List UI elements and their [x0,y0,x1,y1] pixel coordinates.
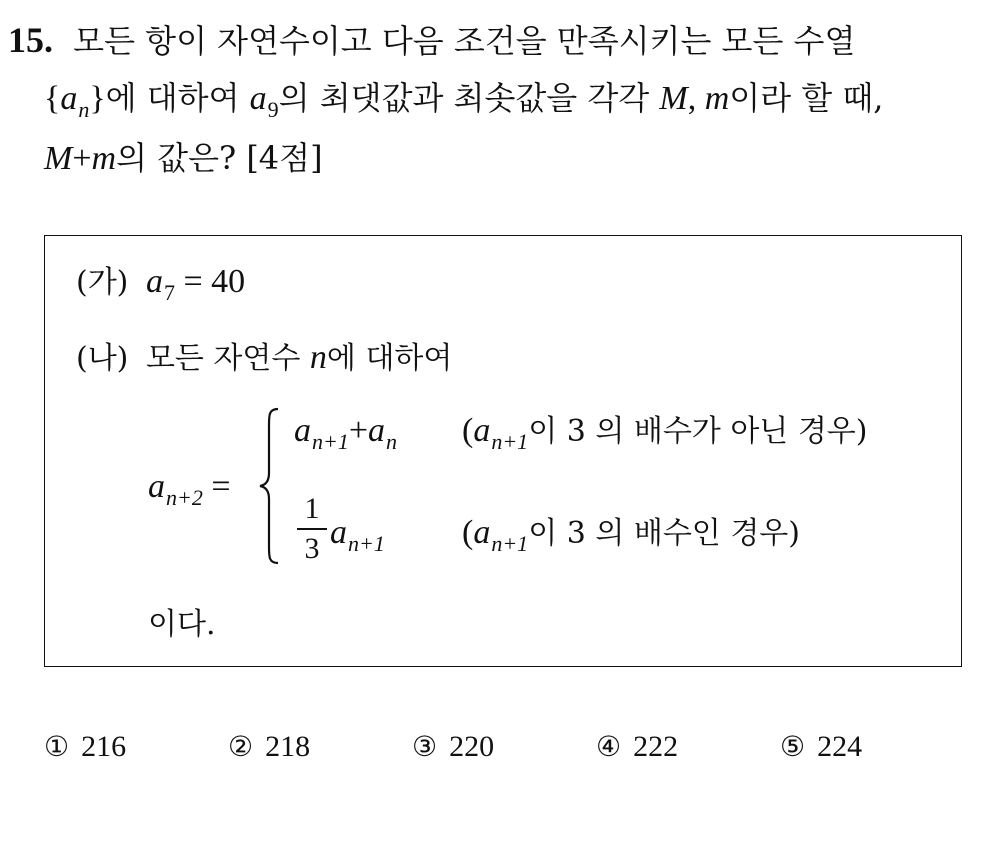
case1-cond-text: 이 3 의 배수가 아닌 경우) [528,414,868,449]
a7-var: a [145,263,163,300]
case1-sub1: n+1 [312,429,349,454]
condition-na [76,341,452,375]
choice-5[interactable] [780,730,862,764]
min-var: m [704,80,730,117]
recurrence-case-1 [294,412,398,454]
choice-4-mark: ④ [596,730,622,763]
a9-sub [268,97,279,122]
lhs-var: a [148,468,165,505]
condition-ending [148,607,216,642]
question-line-3 [44,139,323,177]
condition-ending-text: 이다. [148,607,216,642]
case2-sub: n+1 [348,531,385,556]
case1-var2: a [368,412,386,449]
choice-4-value: 222 [633,730,679,763]
a7-sub [164,280,175,305]
case2-condition [462,514,800,556]
piecewise-brace-icon [258,407,280,565]
case2-var: a [330,514,347,551]
recurrence-case-2 [330,514,385,556]
question-text-2a: 에 대하여 [105,79,250,117]
question-line-1 [8,22,855,58]
sum-M: M [44,140,73,177]
fraction-denominator: 3 [304,532,320,565]
choice-3[interactable] [412,730,494,764]
sequence-sub: n [78,97,90,122]
choice-5-value: 224 [817,730,863,763]
n-var: n [309,339,327,376]
a7-sub-digit: 7 [163,280,175,305]
max-var: M [659,80,688,117]
question-number: 15. [8,20,53,60]
condition-ga-label: (가) [76,265,129,300]
plus-sign: + [72,140,92,177]
choice-5-mark: ⑤ [780,730,806,763]
fraction-bar [297,528,327,530]
case1-sub2: n [386,429,398,454]
case1-cond-sub: n+1 [491,429,529,454]
question-text-2c: 이라 할 때, [729,79,884,117]
case1-plus: + [348,412,369,449]
condition-na-label: (나) [76,341,129,376]
choice-1-value: 216 [81,730,127,763]
choice-3-value: 220 [449,730,495,763]
case1-var1: a [294,412,311,449]
lhs-sub: n+2 [166,485,203,510]
fraction-one-third [297,494,327,564]
case2-cond-var: a [473,514,491,551]
sequence-open-brace: { [44,80,61,117]
condition-na-text-a: 모든 자연수 [145,341,310,376]
choice-1[interactable] [44,730,126,764]
a7-equals: = 40 [174,263,246,300]
comma: , [687,80,705,117]
case1-cond-open: ( [462,412,474,449]
sequence-close-brace: } [89,80,106,117]
condition-na-text-b: 에 대하여 [326,341,453,376]
condition-ga [76,263,246,305]
sum-m: m [91,140,117,177]
question-text-3: 의 값은? [4점] [116,139,323,177]
a9-var: a [249,80,267,117]
question-text-2b: 의 최댓값과 최솟값을 각각 [278,79,660,117]
case1-cond-var: a [473,412,491,449]
fraction-numerator: 1 [304,492,320,525]
choice-2-value: 218 [265,730,311,763]
choice-1-mark: ① [44,730,70,763]
choice-3-mark: ③ [412,730,438,763]
sequence-var: a [60,80,78,117]
case2-cond-sub: n+1 [491,531,529,556]
lhs-equals: = [202,468,231,505]
choice-2[interactable] [228,730,310,764]
a9-sub-digit: 9 [267,97,279,122]
case2-cond-open: ( [462,514,474,551]
case1-condition [462,412,868,454]
case2-cond-text: 이 3 의 배수인 경우) [528,516,800,551]
choice-2-mark: ② [228,730,254,763]
recurrence-lhs [148,468,231,510]
question-line-2 [44,79,884,122]
choice-4[interactable] [596,730,678,764]
question-text-1: 모든 항이 자연수이고 다음 조건을 만족시키는 모든 수열 [73,22,856,60]
